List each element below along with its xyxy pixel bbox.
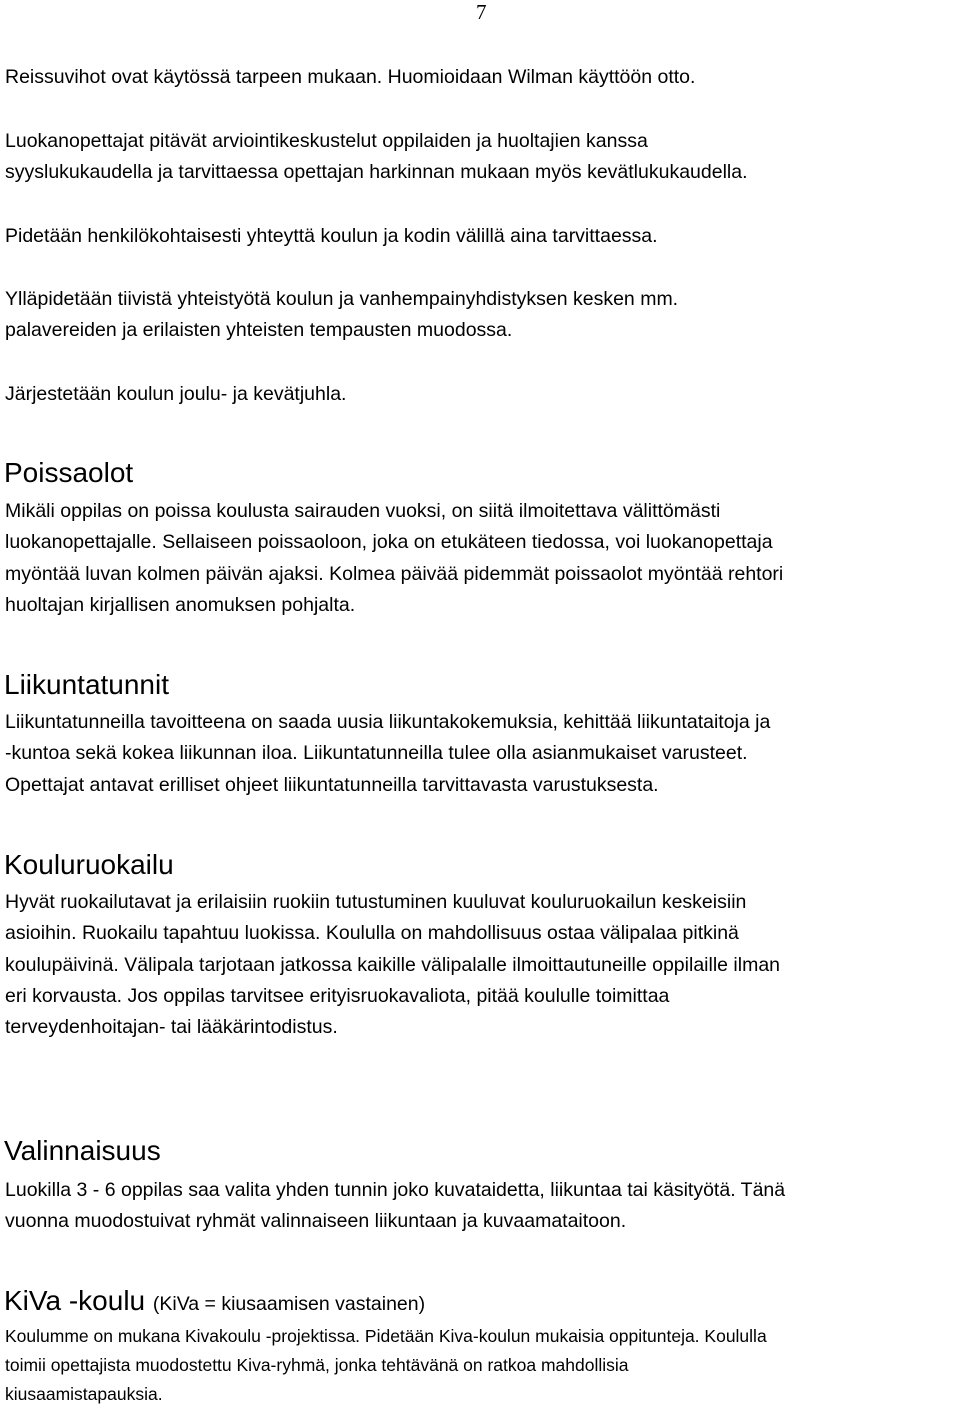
text-line: asioihin. Ruokailu tapahtuu luokissa. Koululla on mahdollisuus ostaa välipalaa pitkinä bbox=[5, 922, 739, 945]
text-line: palavereiden ja erilaisten yhteisten tempausten muodossa. bbox=[5, 319, 513, 342]
text-line: koulupäivinä. Välipala tarjotaan jatkossa kaikille välipalalle ilmoittautuneille oppilaille ilman bbox=[5, 953, 781, 976]
text-line: terveydenhoitajan- tai lääkärintodistus. bbox=[5, 1016, 338, 1039]
paragraph-liikuntatunnit bbox=[5, 707, 957, 801]
heading-valinnaisuus: Valinnaisuus bbox=[4, 1135, 161, 1166]
paragraph-arviointi bbox=[5, 126, 957, 189]
paragraph-yhteistyo bbox=[5, 284, 957, 347]
paragraph-kiva-koulu bbox=[5, 1322, 957, 1409]
paragraph-kouluruokailu bbox=[5, 887, 957, 1043]
paragraph-juhlat bbox=[5, 379, 957, 410]
text-line: Hyvät ruokailutavat ja erilaisiin ruokiin tutustuminen kuuluvat kouluruokailun keskeisiin bbox=[5, 891, 747, 913]
text-line: -kuntoa sekä kokea liikunnan iloa. Liikuntatunneilla tulee olla asianmukaiset varusteet. bbox=[5, 742, 748, 765]
paragraph-valinnaisuus bbox=[5, 1175, 957, 1238]
heading-poissaolot: Poissaolot bbox=[4, 457, 134, 488]
text-line: Liikuntatunneilla tavoitteena on saada uusia liikuntakokemuksia, kehittää liikuntataitoja ja bbox=[5, 711, 771, 733]
paragraph-poissaolot bbox=[5, 496, 957, 621]
text-line: huoltajan kirjallisen anomuksen pohjalta. bbox=[5, 593, 356, 616]
text-line: Koulumme on mukana Kivakoulu -projektissa. Pidetään Kiva-koulun mukaisia oppitunteja. Koululla bbox=[5, 1326, 767, 1346]
text-line: Luokilla 3 - 6 oppilas saa valita yhden tunnin joko kuvataidetta, liikuntaa tai käsityötä. Tänä bbox=[5, 1179, 786, 1201]
heading-kiva-koulu-note: (KiVa = kiusaamisen vastainen) bbox=[152, 1293, 426, 1315]
text-line: Järjestetään koulun joulu- ja kevätjuhla. bbox=[5, 383, 347, 405]
paragraph-yhteys bbox=[5, 221, 957, 252]
heading-liikuntatunnit: Liikuntatunnit bbox=[4, 669, 170, 700]
text-line: kiusaamistapauksia. bbox=[5, 1384, 163, 1404]
text-line: myöntää luvan kolmen päivän ajaksi. Kolmea päivää pidemmät poissaolot myöntää rehtori bbox=[5, 562, 784, 585]
text-line: toimii opettajista muodostettu Kiva-ryhmä, jonka tehtävänä on ratkoa mahdollisia bbox=[5, 1355, 629, 1375]
heading-kouluruokailu: Kouluruokailu bbox=[4, 849, 174, 880]
text-line: luokanopettajalle. Sellaiseen poissaoloon, joka on etukäteen tiedossa, voi luokanopettaja bbox=[5, 531, 773, 554]
heading-kiva-koulu bbox=[4, 1284, 425, 1321]
text-line: Mikäli oppilas on poissa koulusta sairauden vuoksi, on siitä ilmoitettava välittömästi bbox=[5, 500, 721, 522]
text-line: Luokanopettajat pitävät arviointikeskustelut oppilaiden ja huoltajien kanssa bbox=[5, 130, 648, 152]
text-line: Opettajat antavat erilliset ohjeet liikuntatunneilla tarvittavasta varustuksesta. bbox=[5, 773, 659, 796]
text-line: eri korvausta. Jos oppilas tarvitsee erityisruokavaliota, pitää koululle toimittaa bbox=[5, 984, 670, 1007]
text-line: Pidetään henkilökohtaisesti yhteyttä koulun ja kodin välillä aina tarvittaessa. bbox=[5, 225, 658, 247]
heading-kiva-koulu-title: KiVa -koulu bbox=[4, 1285, 146, 1316]
text-line: vuonna muodostuivat ryhmät valinnaiseen liikuntaan ja kuvaamataitoon. bbox=[5, 1210, 627, 1233]
paragraph-reissuvihot bbox=[5, 62, 957, 93]
text-line: Ylläpidetään tiivistä yhteistyötä koulun ja vanhempainyhdistyksen kesken mm. bbox=[5, 288, 679, 310]
text-line: Reissuvihot ovat käytössä tarpeen mukaan. Huomioidaan Wilman käyttöön otto. bbox=[5, 66, 696, 88]
text-line: syyslukukaudella ja tarvittaessa opettajan harkinnan mukaan myös kevätlukukaudella. bbox=[5, 161, 748, 184]
page-number: 7 bbox=[476, 0, 487, 24]
